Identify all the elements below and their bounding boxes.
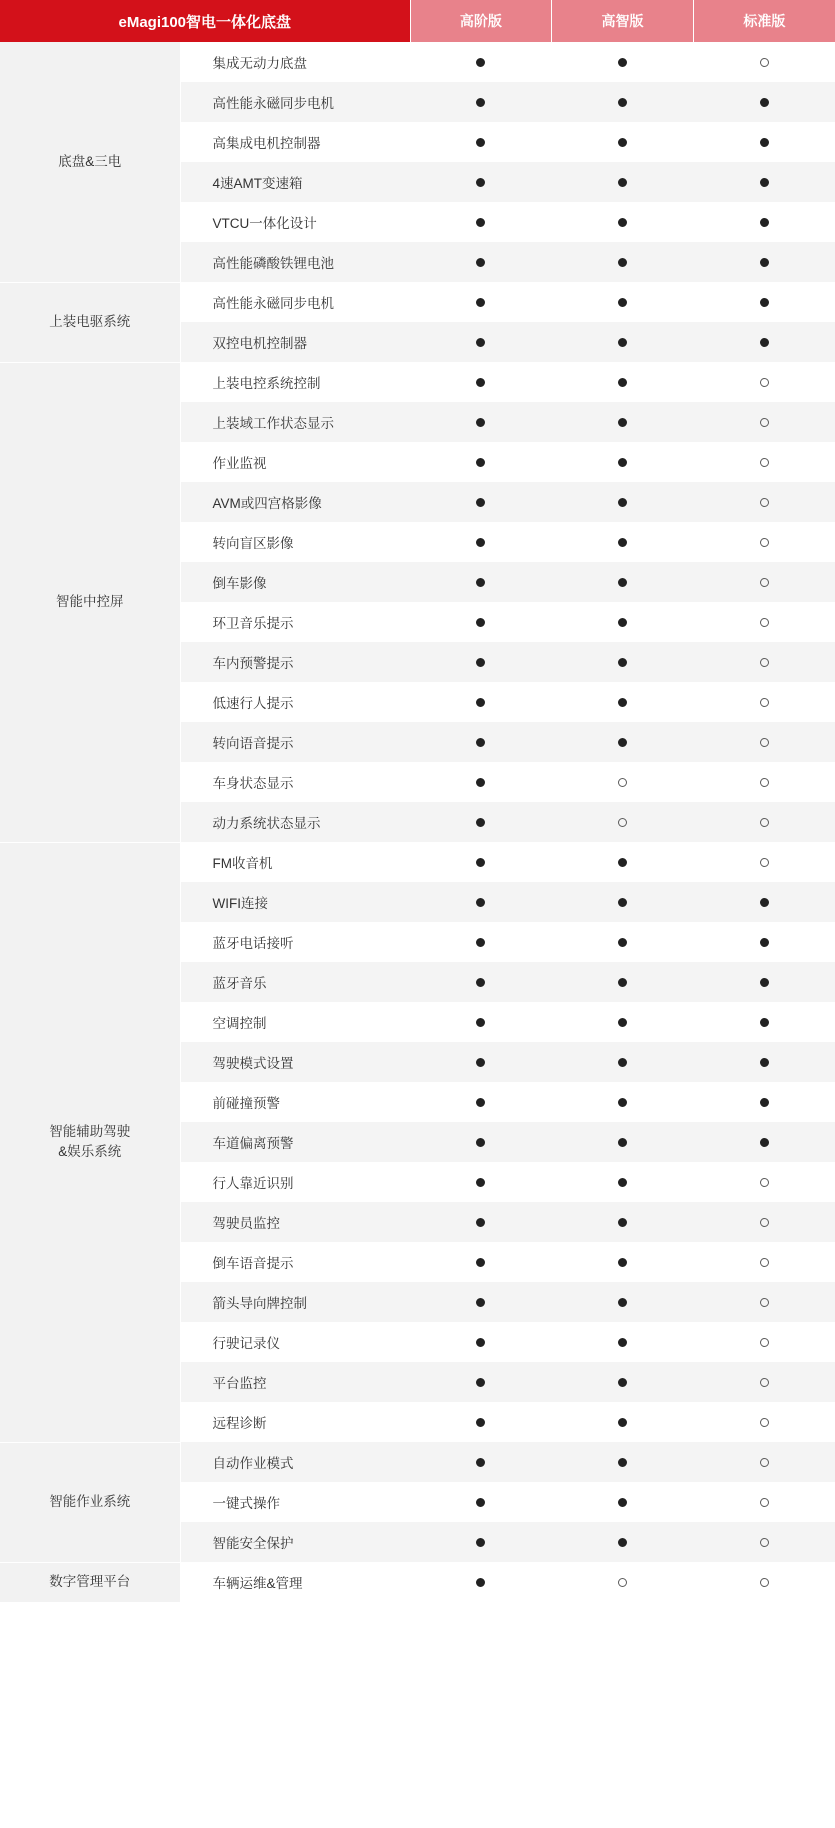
- availability-mark-v3: [693, 322, 835, 362]
- filled-dot-icon: [618, 1458, 627, 1467]
- empty-dot-icon: [760, 1338, 769, 1347]
- availability-mark-v3: [693, 1162, 835, 1202]
- column-header-version-3: 标准版: [693, 0, 835, 42]
- filled-dot-icon: [476, 778, 485, 787]
- feature-label: 环卫音乐提示: [180, 602, 410, 642]
- availability-mark-v1: [410, 1402, 552, 1442]
- availability-mark-v1: [410, 1042, 552, 1082]
- group-label: 智能中控屏: [0, 362, 180, 842]
- availability-mark-v3: [693, 682, 835, 722]
- availability-mark-v1: [410, 1242, 552, 1282]
- filled-dot-icon: [760, 138, 769, 147]
- filled-dot-icon: [476, 458, 485, 467]
- availability-mark-v3: [693, 362, 835, 402]
- availability-mark-v3: [693, 242, 835, 282]
- feature-label: 前碰撞预警: [180, 1082, 410, 1122]
- availability-mark-v2: [552, 1402, 694, 1442]
- filled-dot-icon: [618, 1538, 627, 1547]
- filled-dot-icon: [476, 1298, 485, 1307]
- filled-dot-icon: [760, 898, 769, 907]
- feature-label: 蓝牙电话接听: [180, 922, 410, 962]
- availability-mark-v1: [410, 82, 552, 122]
- availability-mark-v1: [410, 362, 552, 402]
- filled-dot-icon: [476, 1178, 485, 1187]
- filled-dot-icon: [476, 1578, 485, 1587]
- filled-dot-icon: [618, 298, 627, 307]
- filled-dot-icon: [476, 898, 485, 907]
- empty-dot-icon: [760, 858, 769, 867]
- feature-label: 高性能永磁同步电机: [180, 82, 410, 122]
- filled-dot-icon: [618, 898, 627, 907]
- table-body: [0, 42, 835, 1602]
- availability-mark-v2: [552, 722, 694, 762]
- filled-dot-icon: [618, 98, 627, 107]
- filled-dot-icon: [476, 338, 485, 347]
- availability-mark-v2: [552, 1082, 694, 1122]
- group-label: 智能辅助驾驶 &娱乐系统: [0, 842, 180, 1442]
- filled-dot-icon: [618, 58, 627, 67]
- feature-label: 远程诊断: [180, 1402, 410, 1442]
- filled-dot-icon: [476, 138, 485, 147]
- empty-dot-icon: [760, 778, 769, 787]
- group-label: 数字管理平台: [0, 1562, 180, 1602]
- feature-label: 集成无动力底盘: [180, 42, 410, 82]
- availability-mark-v2: [552, 842, 694, 882]
- empty-dot-icon: [760, 378, 769, 387]
- filled-dot-icon: [618, 618, 627, 627]
- feature-label: 驾驶员监控: [180, 1202, 410, 1242]
- feature-label: 上装域工作状态显示: [180, 402, 410, 442]
- filled-dot-icon: [476, 858, 485, 867]
- filled-dot-icon: [618, 458, 627, 467]
- availability-mark-v3: [693, 1562, 835, 1602]
- filled-dot-icon: [476, 498, 485, 507]
- empty-dot-icon: [760, 1218, 769, 1227]
- filled-dot-icon: [760, 178, 769, 187]
- table-title: eMagi100智电一体化底盘: [0, 0, 410, 42]
- availability-mark-v3: [693, 642, 835, 682]
- filled-dot-icon: [618, 1258, 627, 1267]
- filled-dot-icon: [476, 1498, 485, 1507]
- availability-mark-v1: [410, 322, 552, 362]
- availability-mark-v3: [693, 82, 835, 122]
- availability-mark-v2: [552, 1482, 694, 1522]
- filled-dot-icon: [476, 1338, 485, 1347]
- availability-mark-v2: [552, 762, 694, 802]
- availability-mark-v2: [552, 1242, 694, 1282]
- filled-dot-icon: [618, 1298, 627, 1307]
- empty-dot-icon: [760, 498, 769, 507]
- filled-dot-icon: [760, 1098, 769, 1107]
- availability-mark-v1: [410, 1322, 552, 1362]
- availability-mark-v1: [410, 282, 552, 322]
- empty-dot-icon: [760, 1458, 769, 1467]
- header-row: [0, 0, 835, 42]
- filled-dot-icon: [476, 1138, 485, 1147]
- feature-label: 车身状态显示: [180, 762, 410, 802]
- filled-dot-icon: [476, 698, 485, 707]
- filled-dot-icon: [618, 218, 627, 227]
- availability-mark-v1: [410, 122, 552, 162]
- column-header-version-2: 高智版: [552, 0, 694, 42]
- availability-mark-v1: [410, 402, 552, 442]
- availability-mark-v3: [693, 1522, 835, 1562]
- filled-dot-icon: [618, 498, 627, 507]
- availability-mark-v1: [410, 1562, 552, 1602]
- filled-dot-icon: [476, 58, 485, 67]
- availability-mark-v1: [410, 802, 552, 842]
- filled-dot-icon: [618, 538, 627, 547]
- availability-mark-v3: [693, 1322, 835, 1362]
- availability-mark-v2: [552, 1362, 694, 1402]
- feature-label: 转向盲区影像: [180, 522, 410, 562]
- empty-dot-icon: [760, 738, 769, 747]
- availability-mark-v2: [552, 162, 694, 202]
- availability-mark-v3: [693, 282, 835, 322]
- empty-dot-icon: [760, 1498, 769, 1507]
- availability-mark-v3: [693, 962, 835, 1002]
- filled-dot-icon: [476, 1458, 485, 1467]
- filled-dot-icon: [760, 1058, 769, 1067]
- feature-label: 车道偏离预警: [180, 1122, 410, 1162]
- availability-mark-v2: [552, 1522, 694, 1562]
- filled-dot-icon: [476, 978, 485, 987]
- filled-dot-icon: [476, 1098, 485, 1107]
- empty-dot-icon: [618, 818, 627, 827]
- availability-mark-v1: [410, 242, 552, 282]
- filled-dot-icon: [618, 138, 627, 147]
- feature-label: 高性能永磁同步电机: [180, 282, 410, 322]
- filled-dot-icon: [618, 1338, 627, 1347]
- feature-label: WIFI连接: [180, 882, 410, 922]
- empty-dot-icon: [760, 1538, 769, 1547]
- availability-mark-v1: [410, 482, 552, 522]
- availability-mark-v2: [552, 1442, 694, 1482]
- availability-mark-v2: [552, 562, 694, 602]
- filled-dot-icon: [618, 1178, 627, 1187]
- feature-label: 空调控制: [180, 1002, 410, 1042]
- availability-mark-v2: [552, 42, 694, 82]
- filled-dot-icon: [760, 978, 769, 987]
- availability-mark-v3: [693, 1402, 835, 1442]
- availability-mark-v2: [552, 242, 694, 282]
- column-header-version-1: 高阶版: [410, 0, 552, 42]
- feature-label: 平台监控: [180, 1362, 410, 1402]
- filled-dot-icon: [476, 1018, 485, 1027]
- feature-label: 4速AMT变速箱: [180, 162, 410, 202]
- filled-dot-icon: [618, 1378, 627, 1387]
- availability-mark-v3: [693, 762, 835, 802]
- filled-dot-icon: [760, 338, 769, 347]
- availability-mark-v3: [693, 482, 835, 522]
- filled-dot-icon: [618, 418, 627, 427]
- availability-mark-v3: [693, 42, 835, 82]
- availability-mark-v2: [552, 882, 694, 922]
- filled-dot-icon: [476, 1218, 485, 1227]
- availability-mark-v1: [410, 522, 552, 562]
- filled-dot-icon: [760, 98, 769, 107]
- filled-dot-icon: [476, 378, 485, 387]
- filled-dot-icon: [618, 578, 627, 587]
- filled-dot-icon: [476, 538, 485, 547]
- filled-dot-icon: [476, 1378, 485, 1387]
- table-header: [0, 0, 835, 42]
- availability-mark-v1: [410, 562, 552, 602]
- filled-dot-icon: [618, 1138, 627, 1147]
- filled-dot-icon: [476, 938, 485, 947]
- availability-mark-v3: [693, 162, 835, 202]
- filled-dot-icon: [476, 258, 485, 267]
- filled-dot-icon: [618, 858, 627, 867]
- empty-dot-icon: [618, 1578, 627, 1587]
- availability-mark-v3: [693, 1042, 835, 1082]
- availability-mark-v3: [693, 882, 835, 922]
- empty-dot-icon: [760, 818, 769, 827]
- availability-mark-v2: [552, 1042, 694, 1082]
- availability-mark-v2: [552, 602, 694, 642]
- availability-mark-v1: [410, 1162, 552, 1202]
- availability-mark-v2: [552, 362, 694, 402]
- availability-mark-v2: [552, 682, 694, 722]
- availability-mark-v3: [693, 442, 835, 482]
- availability-mark-v1: [410, 922, 552, 962]
- filled-dot-icon: [618, 178, 627, 187]
- table-row: [0, 362, 835, 402]
- filled-dot-icon: [760, 1018, 769, 1027]
- filled-dot-icon: [476, 98, 485, 107]
- filled-dot-icon: [618, 1018, 627, 1027]
- availability-mark-v3: [693, 1002, 835, 1042]
- feature-label: AVM或四宫格影像: [180, 482, 410, 522]
- empty-dot-icon: [760, 1178, 769, 1187]
- filled-dot-icon: [476, 178, 485, 187]
- filled-dot-icon: [618, 1218, 627, 1227]
- availability-mark-v2: [552, 282, 694, 322]
- filled-dot-icon: [618, 1098, 627, 1107]
- empty-dot-icon: [760, 1418, 769, 1427]
- availability-mark-v2: [552, 442, 694, 482]
- availability-mark-v3: [693, 202, 835, 242]
- feature-label: 蓝牙音乐: [180, 962, 410, 1002]
- empty-dot-icon: [760, 1578, 769, 1587]
- empty-dot-icon: [760, 1378, 769, 1387]
- availability-mark-v3: [693, 1082, 835, 1122]
- empty-dot-icon: [760, 458, 769, 467]
- table-row: [0, 1562, 835, 1602]
- availability-mark-v3: [693, 842, 835, 882]
- availability-mark-v1: [410, 42, 552, 82]
- availability-mark-v3: [693, 922, 835, 962]
- feature-label: 行人靠近识别: [180, 1162, 410, 1202]
- availability-mark-v1: [410, 1122, 552, 1162]
- filled-dot-icon: [476, 418, 485, 427]
- empty-dot-icon: [618, 778, 627, 787]
- availability-mark-v3: [693, 1242, 835, 1282]
- availability-mark-v2: [552, 1202, 694, 1242]
- filled-dot-icon: [618, 338, 627, 347]
- feature-label: 低速行人提示: [180, 682, 410, 722]
- filled-dot-icon: [476, 1538, 485, 1547]
- availability-mark-v2: [552, 482, 694, 522]
- feature-label: 智能安全保护: [180, 1522, 410, 1562]
- availability-mark-v1: [410, 682, 552, 722]
- empty-dot-icon: [760, 658, 769, 667]
- availability-mark-v2: [552, 802, 694, 842]
- availability-mark-v1: [410, 1002, 552, 1042]
- availability-mark-v1: [410, 202, 552, 242]
- feature-label: 双控电机控制器: [180, 322, 410, 362]
- availability-mark-v3: [693, 562, 835, 602]
- availability-mark-v2: [552, 1282, 694, 1322]
- filled-dot-icon: [618, 378, 627, 387]
- availability-mark-v1: [410, 842, 552, 882]
- filled-dot-icon: [476, 1418, 485, 1427]
- table-row: [0, 282, 835, 322]
- availability-mark-v1: [410, 1522, 552, 1562]
- availability-mark-v2: [552, 522, 694, 562]
- filled-dot-icon: [760, 298, 769, 307]
- feature-label: 动力系统状态显示: [180, 802, 410, 842]
- availability-mark-v2: [552, 1162, 694, 1202]
- filled-dot-icon: [476, 1058, 485, 1067]
- feature-label: 车内预警提示: [180, 642, 410, 682]
- filled-dot-icon: [760, 218, 769, 227]
- group-label: 底盘&三电: [0, 42, 180, 282]
- availability-mark-v1: [410, 1202, 552, 1242]
- availability-mark-v2: [552, 202, 694, 242]
- availability-mark-v1: [410, 1362, 552, 1402]
- filled-dot-icon: [476, 218, 485, 227]
- availability-mark-v1: [410, 762, 552, 802]
- availability-mark-v2: [552, 322, 694, 362]
- availability-mark-v2: [552, 1562, 694, 1602]
- feature-label: 作业监视: [180, 442, 410, 482]
- filled-dot-icon: [618, 258, 627, 267]
- empty-dot-icon: [760, 1258, 769, 1267]
- availability-mark-v2: [552, 402, 694, 442]
- feature-label: 高集成电机控制器: [180, 122, 410, 162]
- filled-dot-icon: [618, 1058, 627, 1067]
- availability-mark-v2: [552, 922, 694, 962]
- filled-dot-icon: [760, 938, 769, 947]
- filled-dot-icon: [476, 298, 485, 307]
- filled-dot-icon: [618, 698, 627, 707]
- availability-mark-v3: [693, 1442, 835, 1482]
- filled-dot-icon: [760, 1138, 769, 1147]
- availability-mark-v2: [552, 1322, 694, 1362]
- table-row: [0, 42, 835, 82]
- feature-label: 车辆运维&管理: [180, 1562, 410, 1602]
- filled-dot-icon: [760, 258, 769, 267]
- filled-dot-icon: [618, 658, 627, 667]
- empty-dot-icon: [760, 698, 769, 707]
- group-label: 上装电驱系统: [0, 282, 180, 362]
- availability-mark-v2: [552, 962, 694, 1002]
- feature-label: 一键式操作: [180, 1482, 410, 1522]
- feature-label: 倒车语音提示: [180, 1242, 410, 1282]
- availability-mark-v1: [410, 722, 552, 762]
- feature-label: 箭头导向牌控制: [180, 1282, 410, 1322]
- table-row: [0, 1442, 835, 1482]
- filled-dot-icon: [476, 1258, 485, 1267]
- feature-label: 自动作业模式: [180, 1442, 410, 1482]
- empty-dot-icon: [760, 618, 769, 627]
- availability-mark-v3: [693, 522, 835, 562]
- availability-mark-v3: [693, 1482, 835, 1522]
- empty-dot-icon: [760, 418, 769, 427]
- feature-label: VTCU一体化设计: [180, 202, 410, 242]
- feature-label: 驾驶模式设置: [180, 1042, 410, 1082]
- filled-dot-icon: [618, 1418, 627, 1427]
- feature-label: 行驶记录仪: [180, 1322, 410, 1362]
- availability-mark-v3: [693, 1122, 835, 1162]
- availability-mark-v3: [693, 1282, 835, 1322]
- availability-mark-v3: [693, 122, 835, 162]
- filled-dot-icon: [618, 1498, 627, 1507]
- availability-mark-v3: [693, 1362, 835, 1402]
- availability-mark-v3: [693, 802, 835, 842]
- empty-dot-icon: [760, 1298, 769, 1307]
- feature-label: 转向语音提示: [180, 722, 410, 762]
- availability-mark-v2: [552, 1122, 694, 1162]
- feature-label: FM收音机: [180, 842, 410, 882]
- filled-dot-icon: [476, 618, 485, 627]
- filled-dot-icon: [618, 978, 627, 987]
- availability-mark-v1: [410, 962, 552, 1002]
- table-row: [0, 842, 835, 882]
- availability-mark-v1: [410, 1442, 552, 1482]
- availability-mark-v1: [410, 602, 552, 642]
- filled-dot-icon: [476, 578, 485, 587]
- filled-dot-icon: [476, 818, 485, 827]
- availability-mark-v2: [552, 122, 694, 162]
- availability-mark-v1: [410, 1482, 552, 1522]
- empty-dot-icon: [760, 538, 769, 547]
- availability-mark-v2: [552, 1002, 694, 1042]
- availability-mark-v1: [410, 642, 552, 682]
- availability-mark-v1: [410, 1282, 552, 1322]
- feature-label: 上装电控系统控制: [180, 362, 410, 402]
- availability-mark-v2: [552, 642, 694, 682]
- empty-dot-icon: [760, 578, 769, 587]
- empty-dot-icon: [760, 58, 769, 67]
- availability-mark-v3: [693, 722, 835, 762]
- availability-mark-v3: [693, 602, 835, 642]
- filled-dot-icon: [618, 738, 627, 747]
- availability-mark-v3: [693, 402, 835, 442]
- group-label: 智能作业系统: [0, 1442, 180, 1562]
- filled-dot-icon: [476, 658, 485, 667]
- filled-dot-icon: [476, 738, 485, 747]
- filled-dot-icon: [618, 938, 627, 947]
- availability-mark-v1: [410, 1082, 552, 1122]
- availability-mark-v1: [410, 882, 552, 922]
- availability-mark-v2: [552, 82, 694, 122]
- feature-label: 倒车影像: [180, 562, 410, 602]
- availability-mark-v3: [693, 1202, 835, 1242]
- feature-label: 高性能磷酸铁锂电池: [180, 242, 410, 282]
- availability-mark-v1: [410, 162, 552, 202]
- availability-mark-v1: [410, 442, 552, 482]
